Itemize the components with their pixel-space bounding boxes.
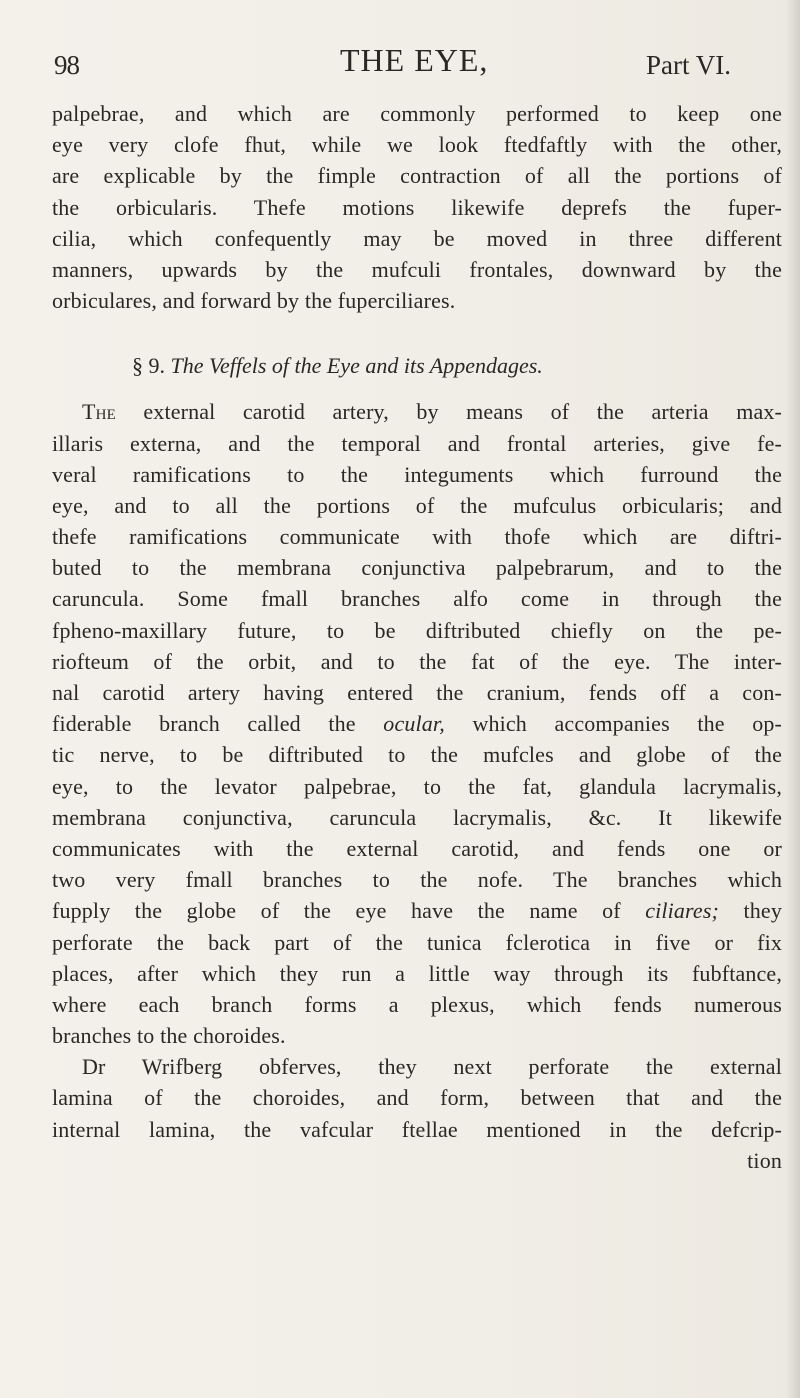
text-line: illaris externa, and the temporal and frontal arteries, give fe-: [52, 430, 782, 456]
text-fragment: which accompanies the op-: [472, 711, 783, 737]
part-label: Part VI.: [646, 50, 731, 80]
text-line: where each branch forms a plexus, which fends numerous: [52, 991, 782, 1017]
section-number: § 9.: [132, 353, 165, 379]
text-fragment: fupply the globe of the eye have the name of: [52, 898, 621, 924]
term-ciliares: ciliares;: [645, 898, 720, 924]
running-title: THE EYE,: [340, 42, 489, 78]
text-line: riofteum of the orbit, and to the fat of the eye. The inter-: [52, 648, 782, 674]
text-fragment: fiderable branch called the: [52, 711, 356, 737]
text-line: Dr Wrifberg obferves, they next perforate the external: [82, 1054, 782, 1080]
catchword: tion: [747, 1147, 782, 1173]
text-line: eye, and to all the portions of the mufculus orbicularis; and: [52, 492, 782, 518]
text-line: orbiculares, and forward by the fuperciliares.: [52, 288, 456, 314]
page-header: [48, 32, 778, 92]
text-line: the orbicularis. Thefe motions likewife deprefs the fuper-: [52, 194, 782, 220]
text-line: palpebrae, and which are commonly performed to keep one: [52, 101, 782, 126]
text-line: [52, 895, 782, 926]
section-title: The Veffels of the Eye and its Appendages.: [170, 353, 543, 379]
text-line: membrana conjunctiva, caruncula lacrymalis, &c. It likewife: [52, 804, 782, 830]
text-line: eye, to the levator palpebrae, to the fat, glandula lacrymalis,: [52, 773, 782, 799]
text-line: communicates with the external carotid, and fends one or: [52, 835, 782, 861]
text-line: are explicable by the fimple contraction of all the portions of: [52, 163, 782, 189]
body-text: [52, 98, 782, 1176]
spacer: [52, 316, 782, 350]
text-line: branches to the choroides.: [52, 1023, 286, 1049]
text-line: perforate the back part of the tunica fclerotica in five or fix: [52, 929, 782, 955]
text-line: buted to the membrana conjunctiva palpebrarum, and to the: [52, 555, 782, 581]
text-fragment: they: [743, 898, 782, 924]
text-line: internal lamina, the vafcular ftellae mentioned in the defcrip-: [52, 1116, 782, 1142]
page-number: 98: [54, 50, 79, 80]
text-fragment: external carotid artery, by means of the arteria max-: [143, 399, 782, 425]
text-line: places, after which they run a little way through its fubftance,: [52, 960, 782, 986]
text-line: thefe ramifications communicate with thofe which are diftri-: [52, 524, 782, 550]
text-line: two very fmall branches to the nofe. The branches which: [52, 867, 782, 893]
text-line: caruncula. Some fmall branches alfo come in through the: [52, 586, 782, 612]
text-line: lamina of the choroides, and form, between that and the: [52, 1085, 782, 1111]
text-line: eye very clofe fhut, while we look ftedfaftly with the other,: [52, 132, 782, 158]
text-line: tic nerve, to be diftributed to the mufcles and globe of the: [52, 742, 782, 768]
text-line: nal carotid artery having entered the cranium, fends off a con-: [52, 680, 782, 705]
text-line: [52, 708, 782, 739]
text-line: cilia, which confequently may be moved in three different: [52, 225, 782, 251]
text-line: manners, upwards by the mufculi frontales, downward by the: [52, 256, 782, 282]
text-line: [52, 396, 782, 427]
paragraph-first-word: The: [82, 399, 116, 425]
term-ocular: ocular,: [383, 711, 445, 737]
page-edge-shadow: [786, 0, 800, 1398]
text-line: fpheno-maxillary future, to be diftributed chiefly on the pe-: [52, 617, 782, 643]
section-heading: [52, 350, 782, 396]
text-line: veral ramifications to the integuments which furround the: [52, 461, 782, 487]
